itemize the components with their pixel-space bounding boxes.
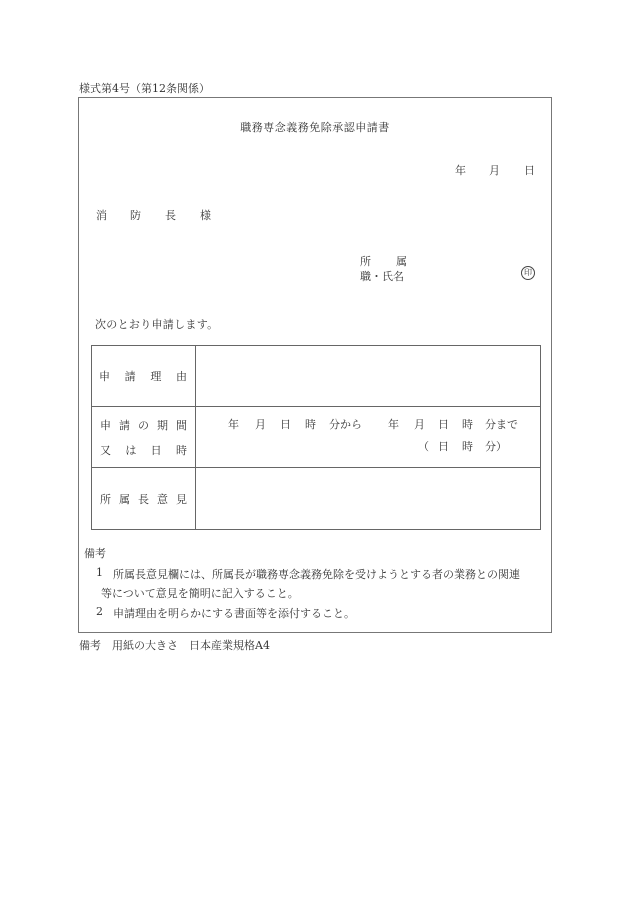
note-text: 所属長意見欄には、所属長が職務専念義務免除を受けようとする者の業務との関連: [113, 568, 520, 581]
period-minute-from: 分から: [329, 418, 362, 431]
label-char: 長: [138, 492, 149, 506]
document-title: 職務専念義務免除承認申請書: [240, 121, 390, 134]
period-minutes: 分）: [485, 440, 507, 453]
affiliation-label-char: 所: [360, 255, 371, 268]
date-day-label: 日: [524, 164, 535, 177]
label-char: 由: [175, 370, 187, 383]
affiliation-label-char: 属: [396, 255, 407, 268]
table-row: [92, 468, 541, 530]
period-day: 日: [280, 418, 291, 431]
seal-icon: 印: [521, 266, 535, 280]
label-char: 又: [100, 443, 111, 457]
paper-size-note: 備考 用紙の大きさ 日本産業規格A4: [79, 639, 270, 652]
notes-heading: 備考: [84, 547, 106, 560]
label-char: 請: [124, 370, 136, 383]
addressee-char: 様: [200, 209, 211, 222]
period-year: 年: [388, 418, 399, 431]
name-label: 職・氏名: [360, 270, 404, 283]
period-days: 日: [438, 440, 449, 453]
label-char: 期: [157, 418, 168, 432]
period-month: 月: [255, 418, 266, 431]
period-hour: 時: [462, 418, 473, 431]
addressee-char: 防: [130, 209, 141, 222]
supervisor-opinion-label-cell: [92, 468, 196, 530]
reason-input-cell[interactable]: [196, 346, 541, 407]
period-label-cell: [92, 407, 196, 468]
label-char: 請: [119, 418, 130, 432]
label-char: は: [125, 443, 137, 457]
period-month: 月: [414, 418, 425, 431]
label-char: 日: [150, 443, 162, 457]
label-char: 申: [100, 418, 111, 432]
reason-label-cell: [92, 346, 196, 407]
table-row: [92, 407, 541, 468]
date-year-label: 年: [455, 164, 466, 177]
period-paren-open: （: [418, 440, 429, 453]
period-day: 日: [438, 418, 449, 431]
note-text: 申請理由を明らかにする書面等を添付すること。: [113, 607, 355, 620]
date-month-label: 月: [489, 164, 500, 177]
addressee-char: 長: [165, 209, 176, 222]
label-char: の: [138, 418, 149, 432]
label-char: 所: [100, 492, 111, 506]
note-number: 2: [96, 605, 103, 618]
note-text: 等について意見を簡明に記入すること。: [101, 587, 299, 600]
label-char: 間: [176, 418, 187, 432]
note-number: 1: [96, 566, 103, 579]
table-row: [92, 346, 541, 407]
application-table: [91, 345, 541, 530]
form-number-label: 様式第4号（第12条関係）: [79, 82, 210, 95]
label-char: 見: [176, 492, 187, 506]
label-char: 申: [99, 370, 110, 383]
label-char: 属: [119, 492, 130, 506]
period-input-cell[interactable]: [196, 407, 541, 468]
addressee-char: 消: [96, 209, 107, 222]
period-year: 年: [228, 418, 239, 431]
period-hours: 時: [462, 440, 473, 453]
label-char: 意: [157, 492, 168, 506]
intro-text: 次のとおり申請します。: [95, 318, 219, 331]
supervisor-opinion-input-cell[interactable]: [196, 468, 541, 530]
period-hour: 時: [305, 418, 316, 431]
period-minute-to: 分まで: [485, 418, 518, 431]
label-char: 理: [150, 370, 162, 383]
label-char: 時: [175, 443, 187, 457]
